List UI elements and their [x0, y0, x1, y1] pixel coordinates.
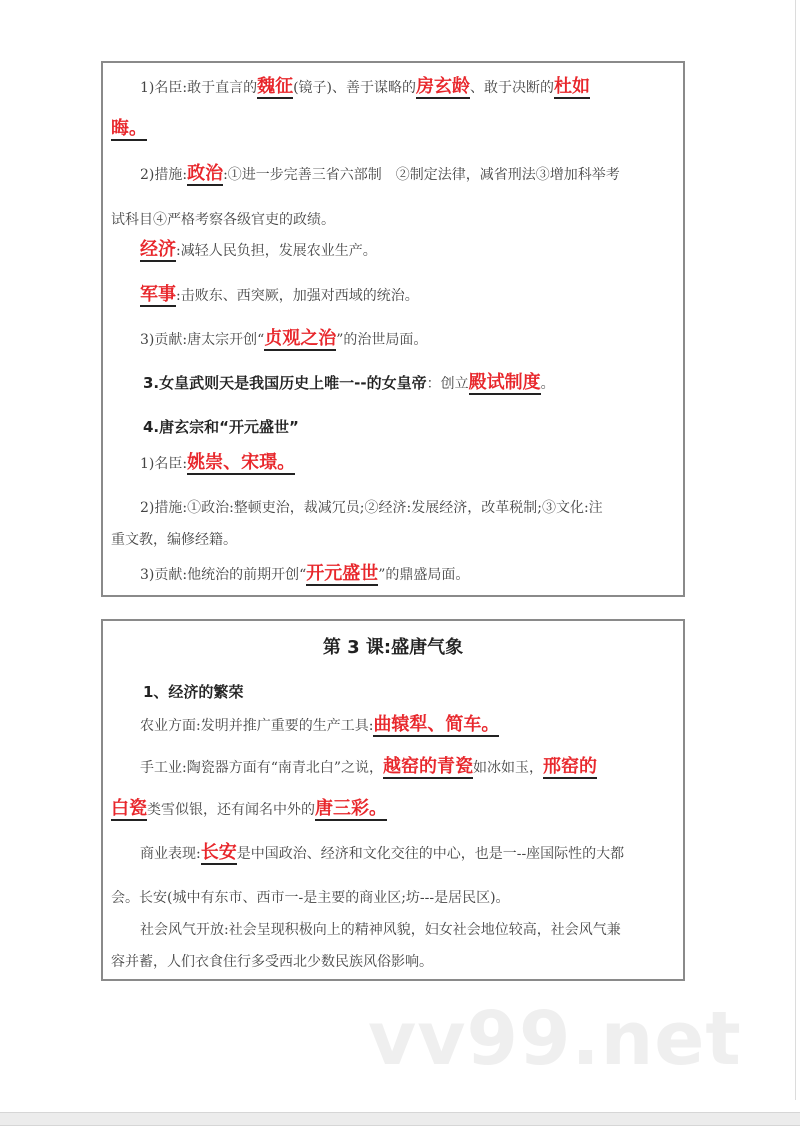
text-line: 社会风气开放:社会呈现积极向上的精神风貌，妇女社会地位较高，社会风气兼: [140, 922, 621, 938]
text-line: 2)措施:①政治:整顿吏治，裁减冗员;②经济:发展经济，改革税制;③文化:注: [140, 500, 603, 516]
keyword: 白瓷: [111, 798, 147, 819]
text: 是中国政治、经济和文化交往的中心，也是一--座国际性的大都: [236, 846, 625, 862]
text-line: [143, 681, 243, 704]
keyword: 殿试制度: [468, 372, 541, 393]
text: :①进一步完善三省六部制 ②制定法律，减省刑法③增加科举考: [223, 167, 620, 183]
text-line: 试科目④严格考察各级官吏的政绩。: [111, 212, 335, 228]
text: 2)措施:: [140, 167, 188, 183]
text-line: 重文教，编修经籍。: [111, 532, 237, 548]
heading: 1、经济的繁荣: [143, 683, 244, 701]
page-separator-bar: [0, 1112, 800, 1126]
text-line: [143, 416, 299, 439]
text-line: [140, 757, 597, 779]
text: 1)名臣:敢于直言的: [140, 80, 258, 96]
keyword: 贞观之治: [264, 328, 337, 349]
text: 3)贡献:唐太宗开创“: [140, 332, 265, 348]
text: 类雪似银，还有闻名中外的: [147, 802, 315, 818]
watermark: vv99.net: [368, 996, 742, 1082]
keyword: 邢窑的: [543, 756, 598, 777]
text-line: [140, 77, 590, 99]
text-line: [140, 240, 377, 262]
keyword: 晦。: [111, 118, 147, 139]
keyword: 开元盛世: [306, 563, 379, 584]
text: 农业方面:发明并推广重要的生产工具:: [140, 718, 374, 734]
text: 、敢于决断的: [470, 80, 555, 96]
text-line: 会。长安(城中有东市、西市一-是主要的商业区;坊---是居民区)。: [111, 890, 510, 906]
text-line: [143, 372, 555, 395]
text-line: [140, 329, 427, 351]
page-edge: [795, 0, 796, 1100]
text: 1)名臣:: [140, 456, 188, 472]
heading: 4.唐玄宗和“开元盛世”: [143, 418, 299, 436]
keyword: 姚崇、宋璟。: [187, 452, 296, 473]
text: 。: [540, 376, 555, 392]
text: ”的鼎盛局面。: [378, 567, 470, 583]
text-line: [140, 285, 419, 307]
notes-box-lesson-3: [101, 619, 685, 981]
keyword: 房玄龄: [416, 76, 471, 97]
text-line: 容并蓄，人们衣食住行多受西北少数民族风俗影响。: [111, 954, 433, 970]
text-line: [140, 715, 499, 737]
text: :击败东、西突厥，加强对西域的统治。: [176, 288, 419, 304]
text: 如冰如玉，: [473, 760, 544, 776]
keyword: 军事: [140, 284, 176, 305]
text-line: [140, 164, 620, 186]
text-line: [140, 453, 295, 475]
keyword: 杜如: [554, 76, 591, 97]
notes-box-tang-taizong: [101, 61, 685, 597]
keyword: 魏征: [257, 76, 294, 97]
text: ”的治世局面。: [336, 332, 428, 348]
keyword: 经济: [140, 239, 176, 260]
text-line: [111, 799, 387, 821]
keyword: 长安: [200, 842, 237, 863]
lesson-title: 第 3 课:盛唐气象: [322, 637, 464, 658]
text: 手工业:陶瓷器方面有“南青北白”之说，: [140, 760, 384, 776]
text-line: [111, 119, 147, 141]
keyword: 政治: [187, 163, 224, 184]
text-line: [140, 843, 624, 865]
heading: 3.女皇武则天是我国历史上唯一--的女皇帝: [143, 374, 427, 392]
text: 3)贡献:他统治的前期开创“: [140, 567, 307, 583]
text-line: [140, 564, 469, 586]
text: ：创立: [426, 376, 469, 392]
keyword: 唐三彩。: [315, 798, 387, 819]
text: :减轻人民负担，发展农业生产。: [176, 243, 377, 259]
keyword: 曲辕犁、简车。: [373, 714, 500, 735]
text: (镜子)、善于谋略的: [293, 80, 417, 96]
keyword: 越窑的青瓷: [383, 756, 474, 777]
text: 商业表现:: [140, 846, 201, 862]
